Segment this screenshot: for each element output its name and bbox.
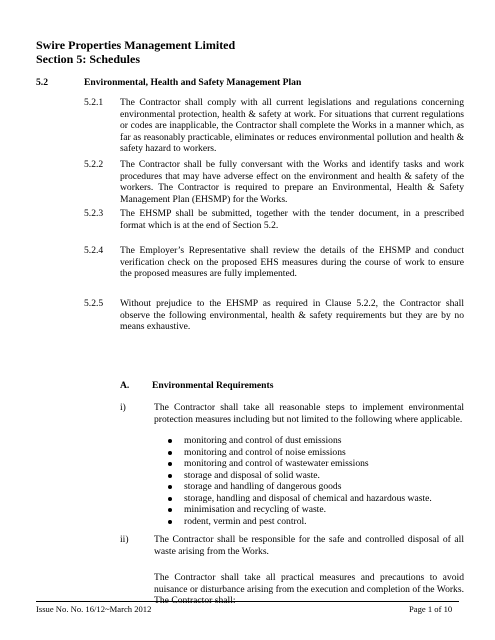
item-number: i) — [120, 402, 126, 413]
paragraph-number: 5.2.1 — [84, 97, 104, 108]
requirement-item-i — [120, 402, 464, 425]
closing-text: The Contractor shall take all practical measures and precautions to avoid nuisance or disturbance arising from the execution and completion of the Works. The Contractor shall: — [154, 572, 464, 607]
paragraph-number: 5.2.2 — [84, 159, 104, 170]
paragraph-number: 5.2.3 — [84, 208, 104, 219]
paragraph-5-2-4 — [84, 245, 464, 280]
footer-issue: Issue No. No. 16/12~March 2012 — [36, 604, 152, 614]
list-item: rodent, vermin and pest control. — [168, 516, 432, 528]
paragraph-5-2-2 — [84, 159, 464, 205]
paragraph-text: The Contractor shall comply with all current legislations and regulations concerning environmental protection, health & safety at work. For situations that current regulations or codes are inapplicable, the Contractor shall complete the Works in a manner which, as far as reasonably practicable, eliminates or reduces environmental pollution and health & safety hazard to workers. — [120, 97, 464, 155]
list-item: monitoring and control of dust emissions — [168, 435, 432, 447]
list-item: storage, handling and disposal of chemical and hazardous waste. — [168, 493, 432, 505]
footer-divider — [36, 601, 459, 602]
section-heading: Section 5: Schedules — [36, 52, 141, 66]
list-item: monitoring and control of wastewater emissions — [168, 458, 432, 470]
list-item: monitoring and control of noise emissions — [168, 447, 432, 459]
paragraph-number: 5.2.4 — [84, 245, 104, 256]
paragraph-5-2-5 — [84, 298, 464, 333]
section-title: Environmental, Health and Safety Management Plan — [84, 77, 302, 88]
bullet-list — [168, 435, 432, 527]
item-number: ii) — [120, 534, 129, 545]
list-item: minimisation and recycling of waste. — [168, 504, 432, 516]
requirement-item-ii — [120, 534, 464, 557]
paragraph-5-2-1 — [84, 97, 464, 155]
list-item: storage and disposal of solid waste. — [168, 470, 432, 482]
item-text: The Contractor shall take all reasonable steps to implement environmental protection measures including but not limited to the following where applicable. — [154, 402, 464, 425]
list-item: storage and handling of dangerous goods — [168, 481, 432, 493]
subsection-letter: A. — [120, 380, 130, 391]
paragraph-5-2-3 — [84, 208, 464, 231]
subsection-title: Environmental Requirements — [152, 380, 274, 391]
paragraph-text: The EHSMP shall be submitted, together with the tender document, in a prescribed format which is at the end of Section 5.2. — [120, 208, 464, 231]
paragraph-text: Without prejudice to the EHSMP as required in Clause 5.2.2, the Contractor shall observe the following environmental, health & safety requirements but they are by no means exhaustive. — [120, 298, 464, 333]
section-number: 5.2 — [36, 77, 48, 88]
paragraph-text: The Contractor shall be fully conversant with the Works and identify tasks and work procedures that may have adverse effect on the environment and health & safety of the workers. The Contractor is required to prepare an Environmental, Health & Safety Management Plan (EHSMP) for the Works. — [120, 159, 464, 205]
paragraph-number: 5.2.5 — [84, 298, 104, 309]
footer-page-number: Page 1 of 10 — [409, 604, 453, 614]
company-heading: Swire Properties Management Limited — [36, 38, 236, 52]
item-text: The Contractor shall be responsible for the safe and controlled disposal of all waste arising from the Works. — [154, 534, 464, 557]
paragraph-text: The Employer’s Representative shall review the details of the EHSMP and conduct verification check on the proposed EHS measures during the course of work to ensure the proposed measures are fully implemented. — [120, 245, 464, 280]
